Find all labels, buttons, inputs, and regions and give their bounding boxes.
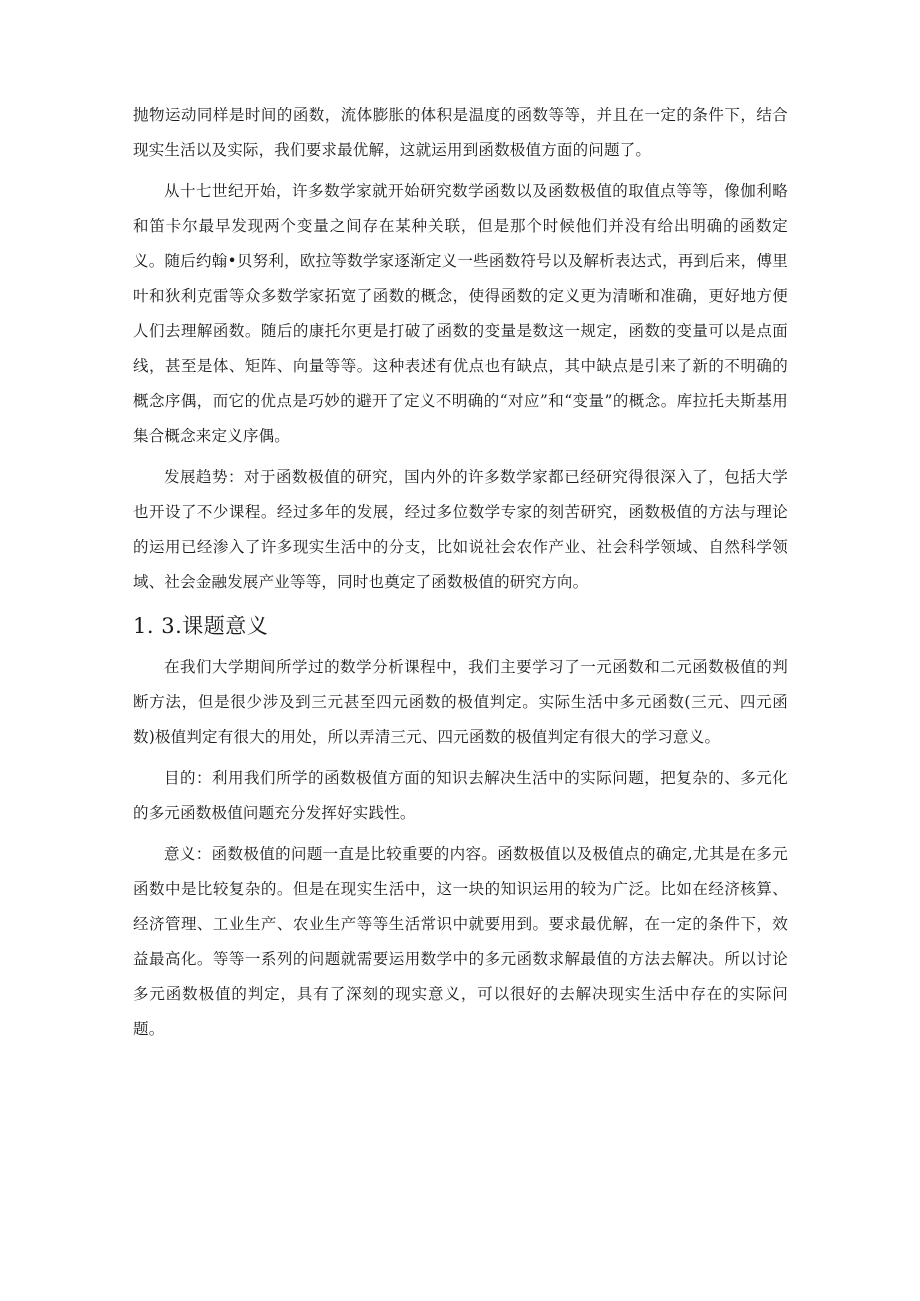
- paragraph-significance: 意义：函数极值的问题一直是比较重要的内容。函数极值以及极值点的确定,尤其是在多元函数中是比较复杂的。但是在现实生活中，这一块的知识运用的较为广泛。比如在经济核算、经济管理、工业生产、农业生产等等生活常识中就要用到。要求最优解，在一定的条件下，效益最高化。等等一系列的问题就需要运用数学中的多元函数求解最值的方法去解决。所以讨论多元函数极值的判定，具有了深刻的现实意义，可以很好的去解决现实生活中存在的实际问题。: [133, 845, 788, 1038]
- paragraph-course-background: 在我们大学期间所学过的数学分析课程中，我们主要学习了一元函数和二元函数极值的判断方法，但是很少涉及到三元甚至四元函数的极值判定。实际生活中多元函数(三元、四元函数)极值判定有很大的用处，所以弄清三元、四元函数的极值判定有很大的学习意义。: [133, 658, 788, 746]
- section-heading: 1. 3.课题意义: [133, 614, 269, 638]
- document-page: [133, 98, 788, 1047]
- paragraph-development-trend: 发展趋势：对于函数极值的研究，国内外的许多数学家都已经研究得很深入了，包括大学也开设了不少课程。经过多年的发展，经过多位数学专家的刻苦研究，函数极值的方法与理论的运用已经渗入了许多现实生活中的分支，比如说社会农作产业、社会科学领域、自然科学领域、社会金融发展产业等等，同时也奠定了函数极值的研究方向。: [133, 468, 788, 591]
- paragraph-purpose: 目的：利用我们所学的函数极值方面的知识去解决生活中的实际问题，把复杂的、多元化的多元函数极值问题充分发挥好实践性。: [133, 769, 788, 822]
- paragraph-history: 从十七世纪开始，许多数学家就开始研究数学函数以及函数极值的取值点等等，像伽利略和笛卡尔最早发现两个变量之间存在某种关联，但是那个时候他们并没有给出明确的函数定义。随后约翰•贝努利，欧拉等数学家逐渐定义一些函数符号以及解析表达式，再到后来，傅里叶和狄利克雷等众多数学家拓宽了函数的概念，使得函数的定义更为清晰和准确，更好地方便人们去理解函数。随后的康托尔更是打破了函数的变量是数这一规定，函数的变量可以是点面线，甚至是体、矩阵、向量等等。这种表述有优点也有缺点，其中缺点是引来了新的不明确的概念序偶，而它的优点是巧妙的避开了定义不明确的“对应”和“变量”的概念。库拉托夫斯基用集合概念来定义序偶。: [133, 182, 788, 445]
- paragraph-parabola-motion: 抛物运动同样是时间的函数，流体膨胀的体积是温度的函数等等，并且在一定的条件下，结合现实生活以及实际，我们要求最优解，这就运用到函数极值方面的问题了。: [133, 106, 788, 159]
